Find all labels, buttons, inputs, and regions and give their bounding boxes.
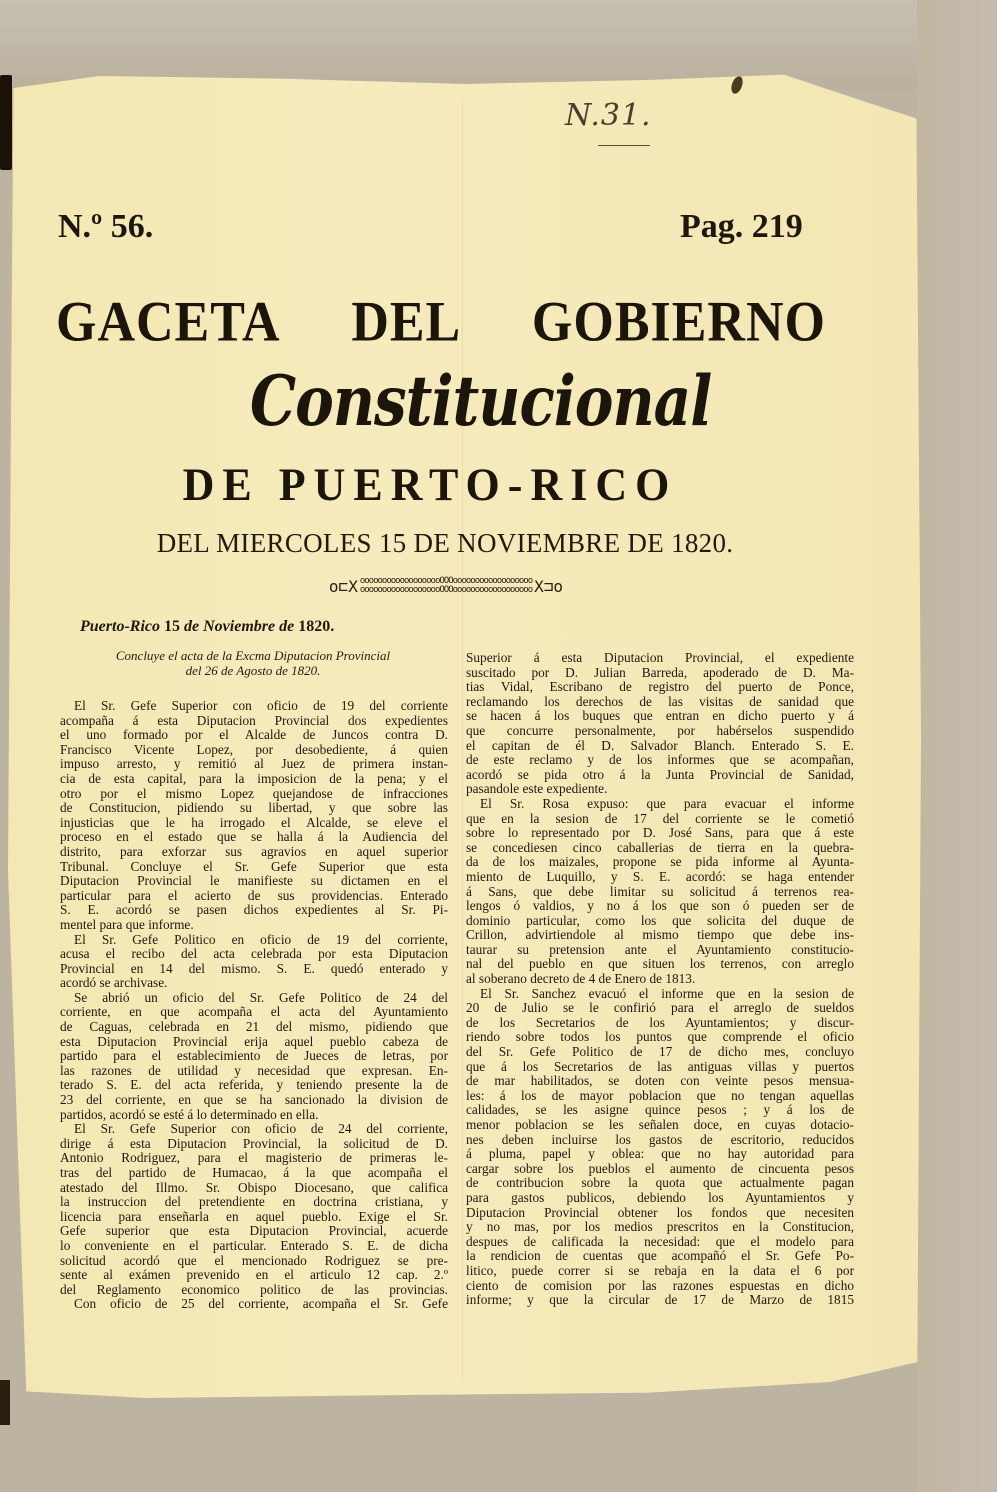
text-line: miento de Luquillo, y S. E. acordó: se haga entender	[466, 869, 854, 884]
ornamental-rule	[265, 572, 627, 600]
right-text-column	[466, 651, 854, 1308]
text-line: atestado del Illmo. Sr. Obispo Diocesano, que califica	[60, 1180, 448, 1195]
issue-date: DEL MIERCOLES 15 DE NOVIEMBRE DE 1820.	[156, 528, 734, 558]
text-line: terado S. E. del acta referida, y teniendo presente la de	[60, 1078, 448, 1093]
text-line: reclamando los derechos de las visitas de sanidad que	[466, 694, 854, 709]
text-line: El Sr. Rosa expuso: que para evacuar el informe	[480, 796, 854, 811]
text-line: Tribunal. Concluye el Sr. Gefe Superior que esta	[60, 859, 448, 874]
dateline-day: 15	[164, 618, 180, 635]
text-line: El Sr. Gefe Politico en oficio de 19 del corriente,	[74, 932, 448, 947]
text-line: El Sr. Sanchez evacuó el informe que en la sesion de	[480, 986, 854, 1001]
text-line: Francisco Vicente Lopez, por desobediente, á quien	[60, 742, 448, 757]
text-line: lengos ó valdios, y no á los que son ó pueden ser de	[466, 899, 854, 914]
text-line: de contribucion sobre la quota que actualmente pagan	[466, 1176, 854, 1191]
text-line: del Reglamento economico politico de las provincias.	[60, 1282, 448, 1297]
text-line: Diputacion Provincial le manifieste su dictamen en el	[60, 874, 448, 889]
text-line: tras del partido de Humacao, á la que acompaña el	[60, 1166, 448, 1180]
text-line: despues de calificada la necesidad: que el modelo para	[466, 1234, 854, 1249]
text-line: proceso en el estado que se halla á la Audiencia del	[60, 830, 448, 845]
text-line: 23 del corriente, en que se ha sancionado la division de	[60, 1093, 448, 1108]
text-line: Crillon, advirtiendole al mismo tiempo que debe ins-	[466, 928, 854, 943]
text-line: tias Vidal, Escribano de registro del puerto de Ponce,	[466, 680, 854, 695]
text-line: da de los maizales, propone se pida informe al Ayunta-	[466, 855, 854, 870]
text-line: Con oficio de 25 del corriente, acompaña el Sr. Gefe	[74, 1297, 448, 1312]
dateline-de: de	[279, 618, 295, 635]
text-line: litico, puede correr si se rebaja en la data el 6 por	[466, 1263, 854, 1278]
text-line: impuso arresto, y remitió al Juez de primera instan-	[60, 757, 448, 772]
text-line: partido para el establecimiento de Jueces de letras, por	[60, 1049, 448, 1064]
text-line: partidos, acordó se esté á lo determinado en ella.	[60, 1107, 319, 1122]
text-line: Gefe superior que esta Diputacion Provincial, acuerde	[60, 1224, 448, 1239]
text-line: á Sans, que debe limitar su solicitud á terrenos rea-	[466, 884, 854, 899]
text-line: pasandole este expediente.	[466, 782, 608, 797]
ornament-bottom-row: ooooooooooooooooooOOOoooooooooooooooooo	[359, 585, 533, 595]
text-line: cargar sobre los pueblos el aumento de cincuenta pesos	[466, 1161, 854, 1176]
dateline-year: 1820.	[298, 618, 335, 635]
text-line: dominio particular, como los que solicita del duque de	[466, 913, 854, 928]
ornament-top-row: ooooooooooooooooooOOOoooooooooooooooooo	[359, 576, 533, 586]
left-text-column	[60, 699, 448, 1312]
text-line: á pluma, papel y oblea: que no hay autoridad para	[466, 1147, 854, 1162]
binding-edge-bottom	[0, 1380, 10, 1425]
text-line: suscitado por D. Julian Barreda, apoderado de D. Ma-	[466, 665, 854, 680]
section-heading-line: Concluye el acta de la Excma Diputacion Provincial	[115, 648, 391, 663]
text-line: la rendicion de cuentas que acompañó el Sr. Gefe Po-	[466, 1249, 854, 1264]
text-line: nal del pueblo en que situen los terrenos, con arreglo	[466, 957, 854, 972]
dateline-month: Noviembre	[203, 618, 276, 635]
text-line: Diputacion Provincial obtener los fondos que necesiten	[466, 1205, 854, 1220]
masthead-title-word: GOBIERNO	[531, 291, 826, 354]
text-line: mentel para que informe.	[60, 917, 194, 932]
text-line: al soberano decreto de 4 de Enero de 1813.	[466, 972, 696, 987]
text-line: particular para el acierto de sus providencias. Enterado	[60, 888, 448, 903]
text-line: acusa el recibo del acta celebrada por esta Diputacion	[60, 947, 448, 962]
text-line: de Constitucion, pidiendo su libertad, y que sobre las	[60, 801, 448, 816]
text-line: sobre lo representado por D. José Sans, para que á este	[466, 826, 854, 841]
text-line: distrito, para exforzar sus agravios en aquel superior	[60, 844, 448, 859]
text-line: las razones de utilidad y necesidad que expresan. En-	[60, 1063, 448, 1078]
masthead-title	[56, 290, 826, 355]
text-line: para gastos publicos, debiendo los Ayuntamientos y	[466, 1190, 854, 1205]
text-line: Antonio Rodriguez, para el magisterio de primeras le-	[60, 1151, 448, 1166]
text-line: ciento de comision por las razones espuestas en dicho	[466, 1278, 854, 1293]
text-line: informe; y que la circular de 17 de Marzo de 1815	[466, 1293, 854, 1308]
text-line: esta Diputacion Provincial erija aquel pueblo cabeza de	[60, 1034, 448, 1049]
text-line: del Sr. Gefe Politico de 17 de dicho mes, concluyo	[466, 1045, 854, 1060]
masthead-blackletter-title: Constitucional	[250, 360, 712, 442]
scan-backdrop-right	[917, 0, 997, 1492]
ornament-right-end: X⊐o	[534, 576, 564, 596]
text-line: S. E. acordó se pasen dichos expedientes al Sr. Pi-	[60, 903, 448, 918]
text-line: de mar habilitados, se doten con veinte pesos mensua-	[466, 1074, 854, 1089]
binding-edge	[0, 75, 12, 170]
text-line: se hacen á los buques que entran en dicho puerto y á	[466, 709, 854, 724]
masthead-subtitle: DE PUERTO-RICO	[182, 459, 678, 511]
text-line: 20 de Julio se le confirió para el arreglo de sueldos	[466, 1001, 854, 1016]
text-line: solicitud acordó que el mencionado Rodriguez se pre-	[60, 1253, 448, 1268]
text-line: la instruccion del pretendiente en doctrina cristiana, y	[60, 1195, 448, 1210]
text-line: de Caguas, celebrada en 21 del mismo, pidiendo que	[60, 1020, 448, 1035]
text-line: les: á los de mayor poblacion que no tengan aquellas	[466, 1088, 854, 1103]
text-line: acordó se archivase.	[60, 976, 168, 991]
text-line: Provincial en 14 del mismo. S. E. quedó enterado y	[60, 961, 448, 976]
article-dateline	[80, 618, 334, 636]
text-line: el uno formado por el Alcalde de Juncos contra D.	[60, 728, 448, 743]
scan-backdrop-top	[0, 0, 997, 90]
text-line: el capitan de él D. Salvador Blanch. Enterado S. E.	[466, 738, 854, 753]
masthead-title-word: GACETA	[56, 291, 281, 354]
section-heading-line: del 26 de Agosto de 1820.	[185, 663, 321, 678]
text-line: taurar su pretension ante el Ayuntamiento constitucio-	[466, 942, 854, 957]
issue-number: N.º 56.	[58, 208, 154, 245]
text-line: Superior á esta Diputacion Provincial, el expediente	[466, 651, 854, 665]
text-line: se concediesen cinco caballerias de tierra en la quebra-	[466, 840, 854, 855]
text-line: otro por el mismo Lopez quejandose de infracciones	[60, 786, 448, 801]
text-line: lo conveniente en el particular. Enterado S. E. de dicha	[60, 1238, 448, 1253]
text-line: riendo sobre todos los puntos que comprende el oficio	[466, 1030, 854, 1045]
text-line: acompaña á esta Diputacion Provincial dos expedientes	[60, 713, 448, 728]
handwritten-annotation: N.31.	[565, 98, 652, 133]
text-line: sente al exámen prevenido en el articulo 12 cap. 2.º	[60, 1268, 448, 1283]
text-line: calidades, se les asigne quince pesos ; y á los de	[466, 1103, 854, 1118]
ornament-left-end: o⊏X	[328, 576, 358, 596]
text-line: injusticias que le ha irrogado el Alcalde, se eleve el	[60, 815, 448, 830]
text-line: cia de esta capital, para la imposicion de la pena; y el	[60, 771, 448, 786]
text-line: Se abrió un oficio del Sr. Gefe Politico de 24 del	[74, 990, 448, 1005]
text-line: acordó se pida otro á la Junta Provincial de Sanidad,	[466, 767, 854, 782]
text-line: menor poblacion se les señalen doce, en cuyas dotacio-	[466, 1118, 854, 1132]
text-line: y no mas, por los medios prescritos en la Constitucion,	[466, 1220, 854, 1235]
text-line: El Sr. Gefe Superior con oficio de 24 del corriente,	[74, 1122, 448, 1137]
masthead-title-word: DEL	[351, 291, 462, 354]
text-line: licencia para enseñarla en aquel pueblo. Exige el Sr.	[60, 1209, 448, 1224]
handwritten-underline	[598, 145, 650, 146]
text-line: dirige á esta Diputacion Provincial, la solicitud de D.	[60, 1136, 448, 1151]
section-heading	[58, 648, 448, 678]
dateline-de: de	[184, 618, 200, 635]
ornament-rows	[360, 577, 532, 595]
dateline-place: Puerto-Rico	[80, 618, 160, 635]
text-line: que á los Secretarios de las antiguas villas y puertos	[466, 1059, 854, 1074]
text-line: de los Secretarios de los Ayuntamientos; y discur-	[466, 1015, 854, 1030]
text-line: corriente, en que acompaña el acta del Ayuntamiento	[60, 1005, 448, 1020]
text-line: que en la sesion de 17 del corriente se le cometió	[466, 811, 854, 826]
page-number: Pag. 219	[680, 208, 803, 245]
text-line: de este reclamo y de los informes que se acompañan,	[466, 753, 854, 768]
text-line: El Sr. Gefe Superior con oficio de 19 del corriente	[74, 699, 448, 713]
text-line: que concurre personalmente, por habérselos suspendido	[466, 723, 854, 738]
text-line: nes deben incluirse los gastos de escritorio, reducidos	[466, 1132, 854, 1147]
